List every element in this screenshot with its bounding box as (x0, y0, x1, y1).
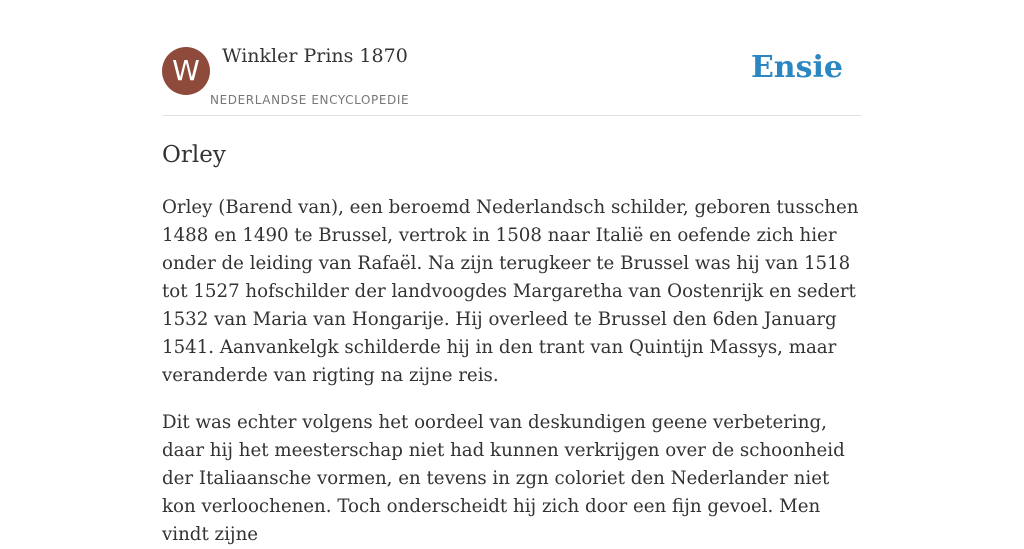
source-avatar[interactable]: W (162, 47, 210, 95)
header (162, 0, 862, 116)
brand-logo[interactable]: Ensie (750, 50, 843, 85)
source-subtitle: NEDERLANDSE ENCYCLOPEDIE (210, 93, 410, 107)
article-paragraph-1: Orley (Barend van), een beroemd Nederlandsch schilder, geboren tusschen 1488 en 1490 te Brussel, vertrok in 1508 naar Italië en oefende zich hier onder de leiding van Rafaël. Na zijn terugkeer te Brussel was hij van 1518 tot 1527 hofschilder der landvoogdes Margaretha van Oostenrijk en sedert 1532 van Maria van Hongarije. Hij overleed te Brussel den 6den Januarg 1541. Aanvankelgk schilderde hij in den trant van Quintijn Massys, maar veranderde van rigting na zijne reis. (162, 197, 859, 386)
content-container (162, 0, 862, 549)
source-title[interactable]: Winkler Prins 1870 (222, 45, 408, 67)
article-title: Orley (162, 142, 226, 168)
article-paragraph-2: Dit was echter volgens het oordeel van deskundigen geene verbetering, daar hij het meesterschap niet had kunnen verkrijgen over de schoonheid der Italiaansche vormen, en tevens in zgn coloriet den Nederlander niet kon verloochenen. Toch onderscheidt hij zich door een fijn gevoel. Men vindt zijne (162, 412, 845, 545)
